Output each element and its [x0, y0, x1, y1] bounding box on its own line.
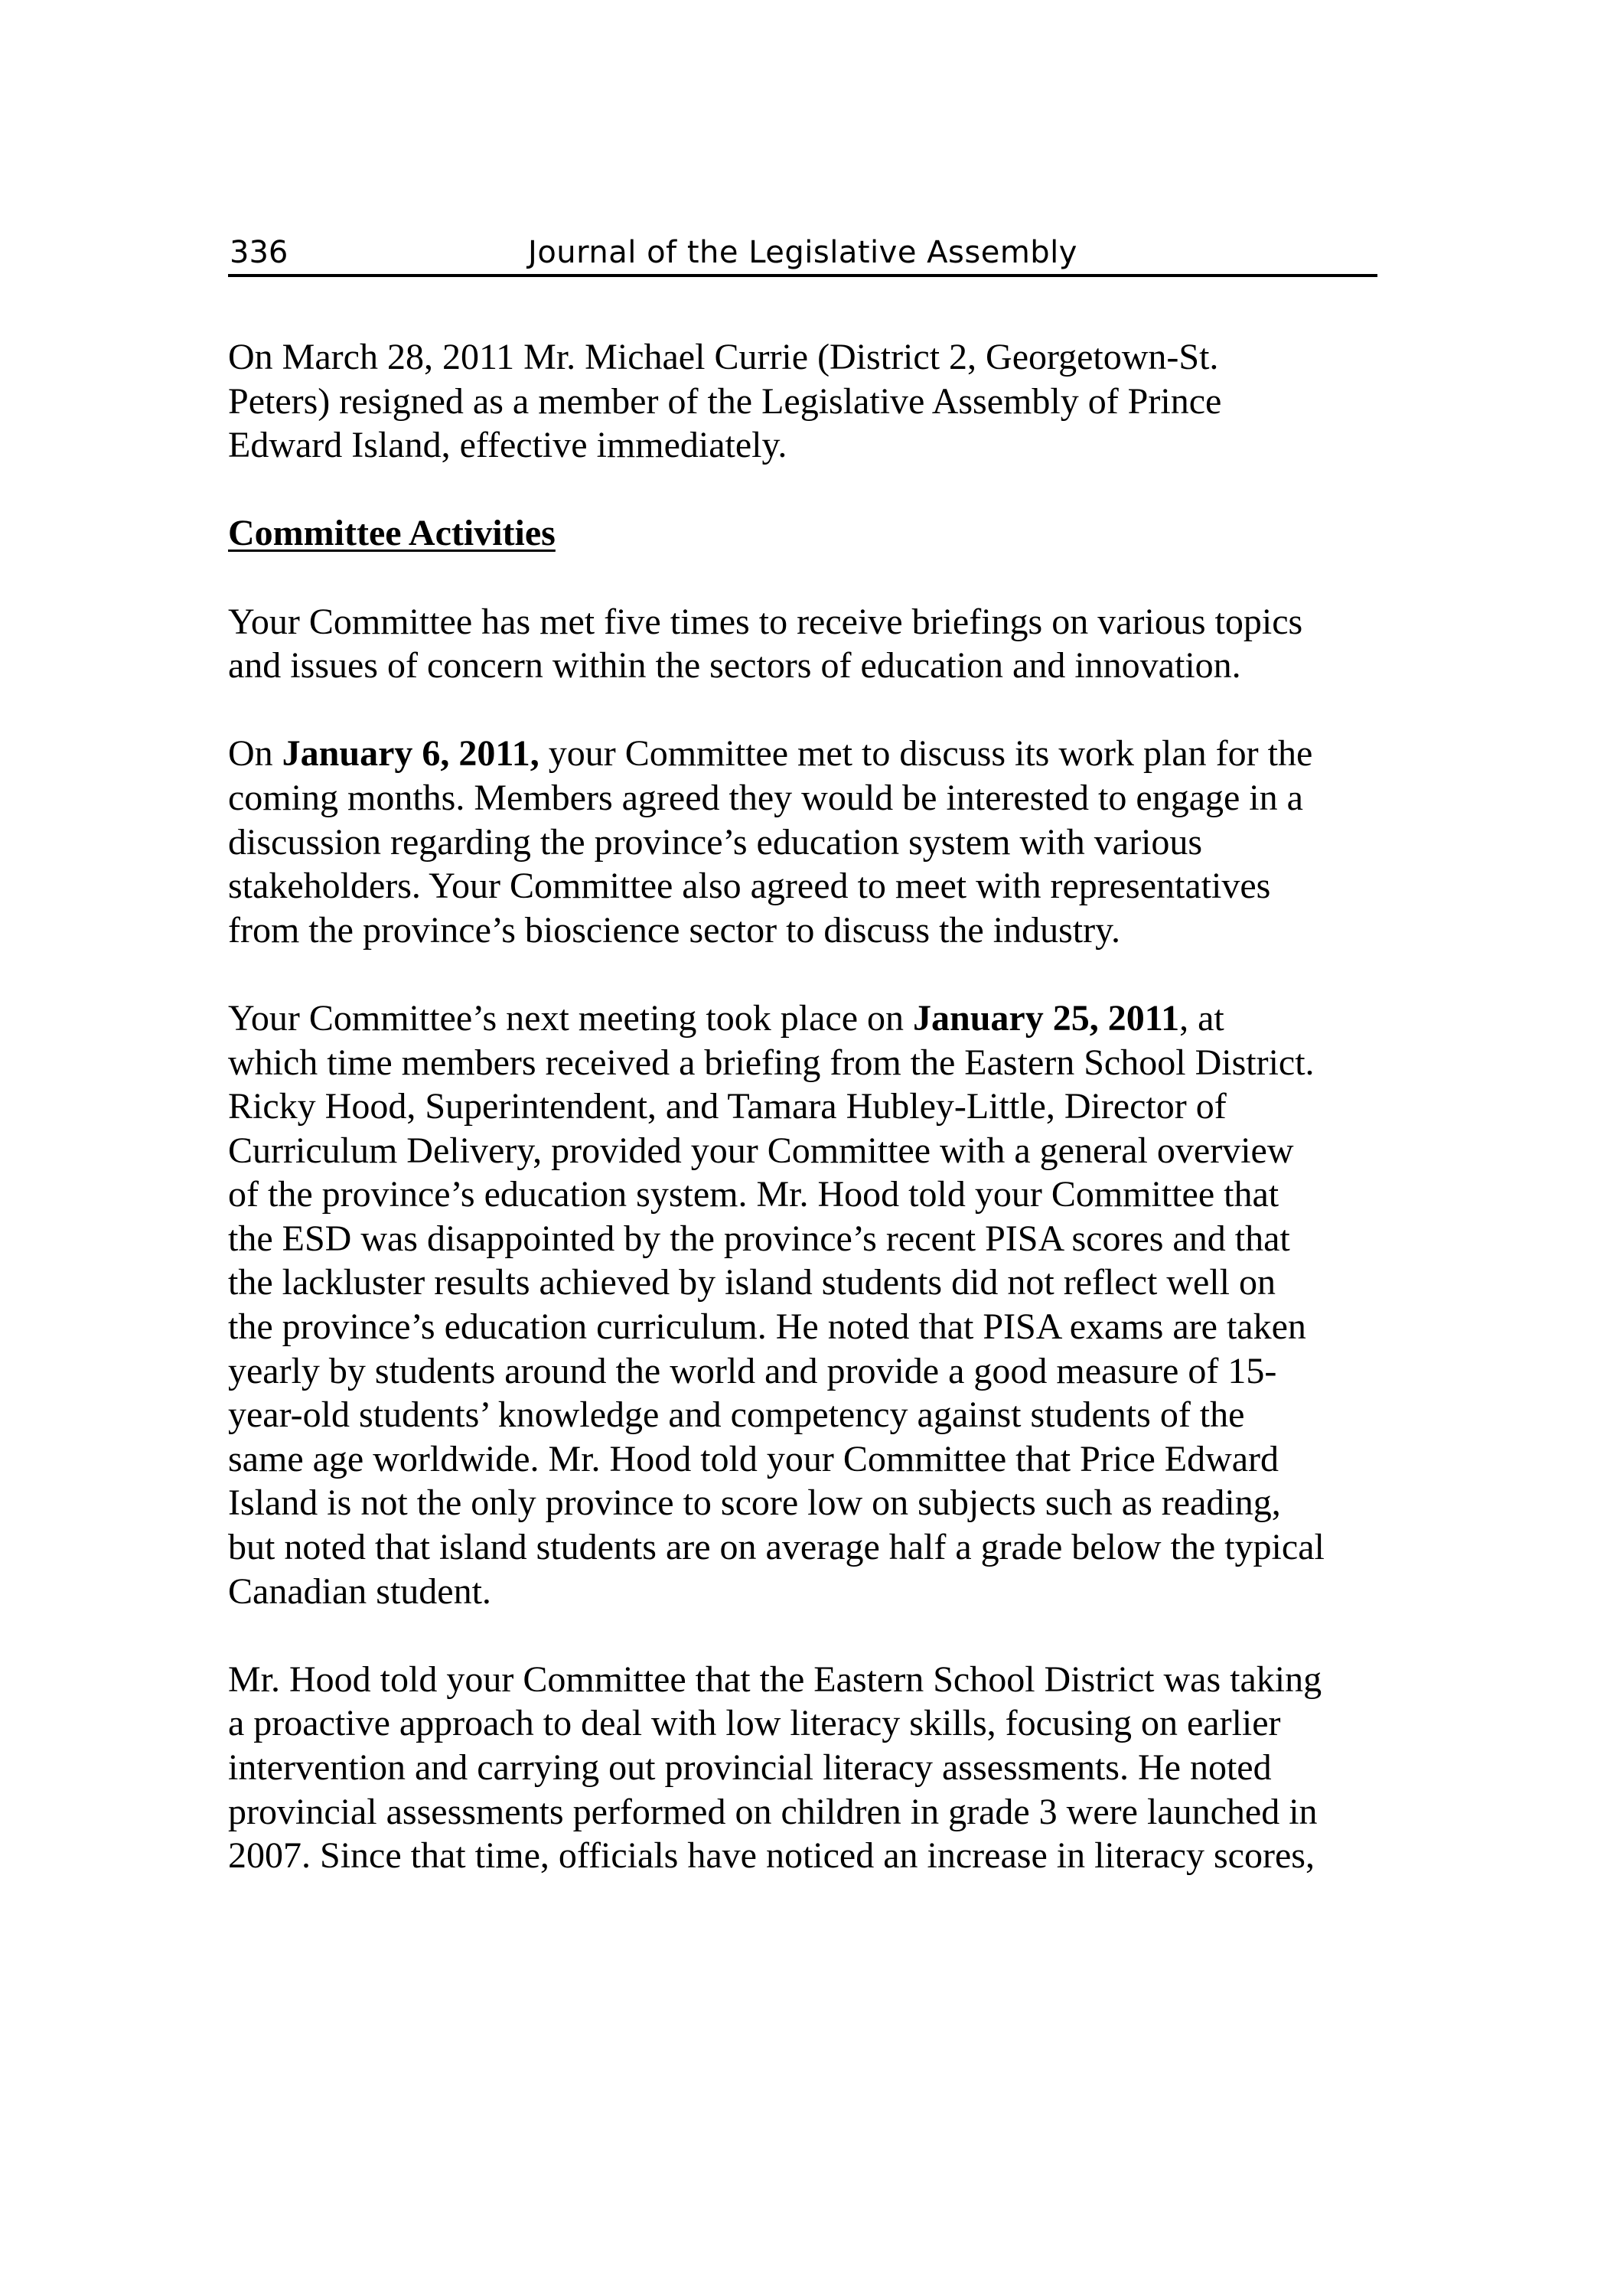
running-title: Journal of the Legislative Assembly [528, 235, 1077, 270]
meeting-date: January 25, 2011 [913, 997, 1180, 1039]
page-header [228, 231, 1377, 277]
paragraph-lead: On [228, 733, 282, 775]
paragraph-literacy-approach: Mr. Hood told your Committee that the Eastern School District was taking a proactive approach to deal with low literacy skills, focusing on earlier intervention and carrying out provincial literacy assessments. He noted provincial assessments performed on children in grade 3 were launched in 2007. Since that time, officials have noticed an increase in literacy scores, [228, 1658, 1322, 1877]
paragraph-january-6 [228, 732, 1376, 952]
meeting-date: January 6, 2011, [282, 733, 539, 775]
page-number: 336 [230, 235, 288, 270]
paragraph-january-25 [228, 996, 1376, 1613]
paragraph-committee-meetings: Your Committee has met five times to receive briefings on various topics and issues of concern within the sectors of education and innovation. [228, 601, 1303, 687]
paragraph-body: , at which time members received a briefing from the Eastern School District. Ricky Hood, Superintendent, and Tamara Hubley-Little, Director of Curriculum Delivery, provided your Committee with a general overview of the province’s education system. Mr. Hood told your Committee that the ESD was disappointed by the province’s recent PISA scores and that the lackluster results achieved by island students did not reflect well on the province’s education curriculum. He noted that PISA exams are taken yearly by students around the world and provide a good measure of 15- year-old students’ knowledge and competency against students of the same age worldwide. Mr. Hood told your Committee that Price Edward Island is not the only province to score low on subjects such as reading, but noted that island students are on average half a grade below the typical Canadian student. [228, 997, 1325, 1612]
paragraph-lead: Your Committee’s next meeting took place on [228, 997, 914, 1039]
paragraph-resignation: On March 28, 2011 Mr. Michael Currie (District 2, Georgetown-St. Peters) resigned as a member of the Legislative Assembly of Prince Edward Island, effective immediately. [228, 337, 1222, 466]
section-heading: Committee Activities [228, 513, 556, 554]
paragraph-body: your Committee met to discuss its work plan for the coming months. Members agreed they would be interested to engage in a discussion regarding the province’s education system with various stakeholders. Your Committee also agreed to meet with representatives from the province’s bioscience sector to discuss the industry. [228, 733, 1313, 951]
body-text [228, 335, 1376, 1922]
